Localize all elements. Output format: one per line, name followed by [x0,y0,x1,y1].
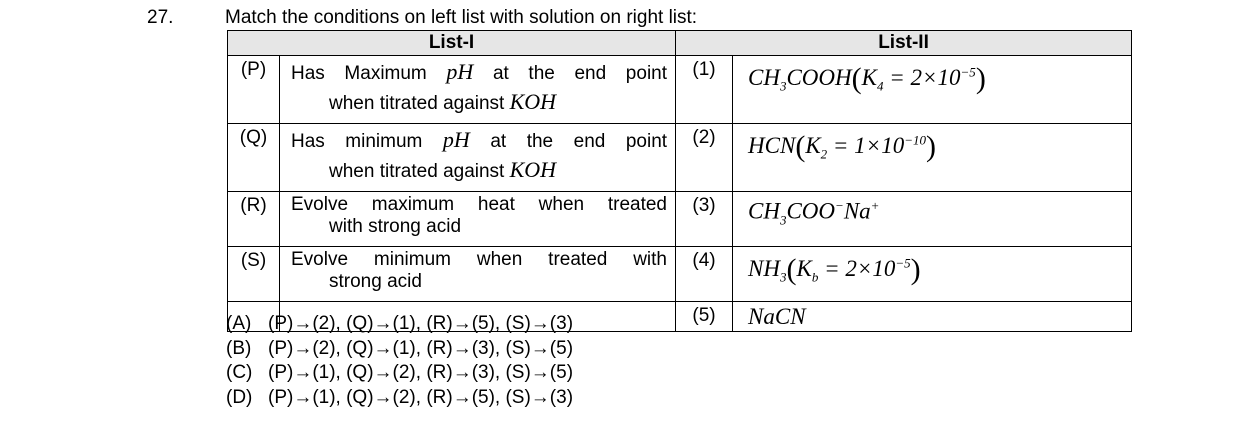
condition-text: at the end point [490,131,668,152]
option-text: (P)→(2), (Q)→(1), (R)→(5), (S)→(3) [268,313,574,334]
condition-text: strong acid [329,271,422,292]
condition-cell [280,124,676,192]
option-letter: (D) [226,386,253,408]
option-text: (P)→(1), (Q)→(2), (R)→(3), (S)→(5) [268,362,574,383]
row-label: (S) [228,247,280,302]
option-letter: (A) [226,313,252,334]
condition-text: at the end point [492,63,668,84]
option-letter: (C) [226,362,253,383]
solution-number: (1) [676,56,733,124]
condition-cell [280,192,676,247]
solution-number: (4) [676,247,733,302]
condition-text: Has Maximum [291,63,427,84]
solution-formula: $CH_3COOH(K_4 = 2\times 10^{-5})$ [733,56,1132,124]
row-label: (R) [228,192,280,247]
question-number: 27. [147,7,174,28]
condition-text: Evolve minimum when treated with [291,249,668,270]
option-a[interactable] [226,312,573,337]
condition-text: when titrated against [329,161,505,182]
solution-number: (5) [676,302,733,332]
solution-formula: $HCN(K_2 = 1\times 10^{-10})$ [733,124,1132,192]
answer-options [226,312,573,410]
condition-cell [280,247,676,302]
header-list-2: List-II [676,31,1132,56]
condition-text: Has minimum [291,131,423,152]
condition-cell [280,56,676,124]
option-letter: (B) [226,337,252,359]
option-d[interactable] [226,386,573,411]
solution-formula: $CH_3COO^-Na^+$ [733,192,1132,247]
solution-number: (2) [676,124,733,192]
question-text: Match the conditions on left list with solution on right list: [225,7,698,28]
table-row [228,56,1132,124]
solution-formula: NaCN [733,302,1132,332]
option-c[interactable] [226,361,573,386]
row-label: (P) [228,56,280,124]
header-list-1: List-I [228,31,676,56]
condition-text: when titrated against [329,93,505,114]
row-label: (Q) [228,124,280,192]
table-row [228,124,1132,192]
table-row [228,247,1132,302]
math-koh: KOH [509,157,557,182]
match-table [227,30,1132,332]
math-koh: KOH [509,89,557,114]
condition-text: with strong acid [329,216,462,237]
option-text: (P)→(2), (Q)→(1), (R)→(3), (S)→(5) [268,337,574,359]
option-text: (P)→(1), (Q)→(2), (R)→(5), (S)→(3) [268,386,574,408]
solution-number: (3) [676,192,733,247]
solution-formula: $NH_3(K_b = 2\times 10^{-5})$ [733,247,1132,302]
math-ph: pH [442,127,470,152]
condition-text: Evolve maximum heat when treated [291,194,668,215]
table-row [228,192,1132,247]
math-ph: pH [446,59,474,84]
option-b[interactable] [226,337,573,362]
